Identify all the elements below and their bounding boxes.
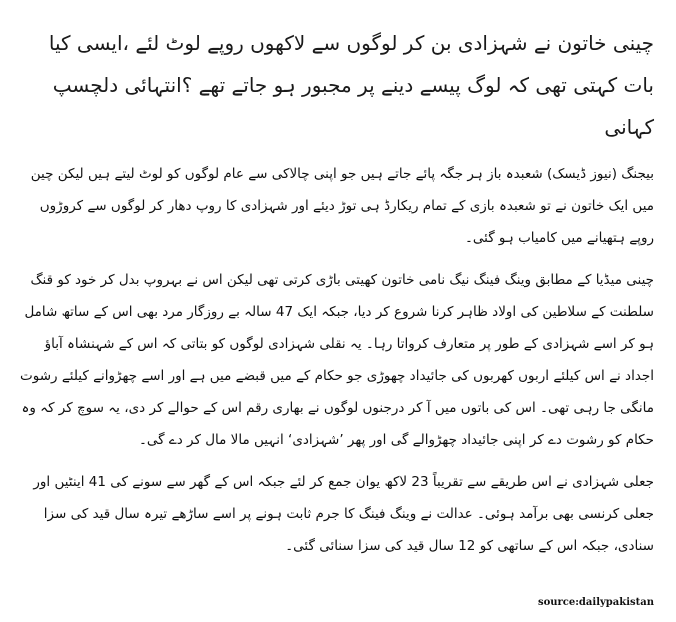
article-paragraph-1: بیجنگ (نیوز ڈیسک) شعبدہ باز ہر جگہ پائے جاتے ہیں جو اپنی چالاکی سے عام لوگوں کو لوٹ لیتے ہیں لیکن چین میں ایک خاتون نے تو شعبدہ بازی کے تمام ریکارڈ ہی توڑ دیئے اور شہزادی کا روپ دھار کر لوگوں سے کروڑوں روپے ہتھیانے میں کامیاب ہو گئی۔ (30, 166, 654, 246)
article-paragraph-2: چینی میڈیا کے مطابق وینگ فینگ نیگ نامی خاتون کھیتی باڑی کرتی تھی لیکن اس نے بہروپ بدل کر خود کو قنگ سلطنت کے سلاطین کی اولاد ظاہر کرنا شروع کر دیا، جبکہ ایک 47 سالہ بے روزگار مرد بھی اس کے ساتھ شامل ہو کر اسے شہزادی کے طور پر متعارف کرواتا رہا۔ یہ نقلی شہزادی لوگوں کو بتاتی کہ اس کے شہنشاہ آباؤ اجداد نے اس کیلئے اربوں کھربوں کی جائیداد چھوڑی جو حکام کے میں قبضے میں ہے اور اسے چھڑوانے کیلئے رشوت مانگی جا رہی تھی۔ اس کی باتوں میں آ کر درجنوں لوگوں نے بھاری رقم اس کے حوالے کر دی، یہ سوچ کر کہ وہ حکام کو رشوت دے کر اپنی جائیداد چھڑوالے گی اور پھر ’شہزادی‘ انہیں مالا مال کر دے گی۔ (20, 272, 654, 448)
article (18, 22, 654, 572)
article-headline: چینی خاتون نے شہزادی بن کر لوگوں سے لاکھوں روپے لوٹ لئے ،ایسی کیا بات کہتی تھی کہ لوگ پیسے دینے پر مجبور ہو جاتے تھے ؟انتہائی دلچسپ کہانی (48, 31, 654, 139)
article-paragraph-3: جعلی شہزادی نے اس طریقے سے تقریباً 23 لاکھ یوان جمع کر لئے جبکہ اس کے گھر سے سونے کی 41 اینٹیں اور جعلی کرنسی بھی برآمد ہوئی۔ عدالت نے وینگ فینگ کا جرم ثابت ہونے پر اسے ساڑھے تیرہ سال قید کی سزا سنادی، جبکہ اس کے ساتھی کو 12 سال قید کی سزا سنائی گئی۔ (33, 474, 654, 554)
source-credit: source:dailypakistan (537, 597, 654, 608)
